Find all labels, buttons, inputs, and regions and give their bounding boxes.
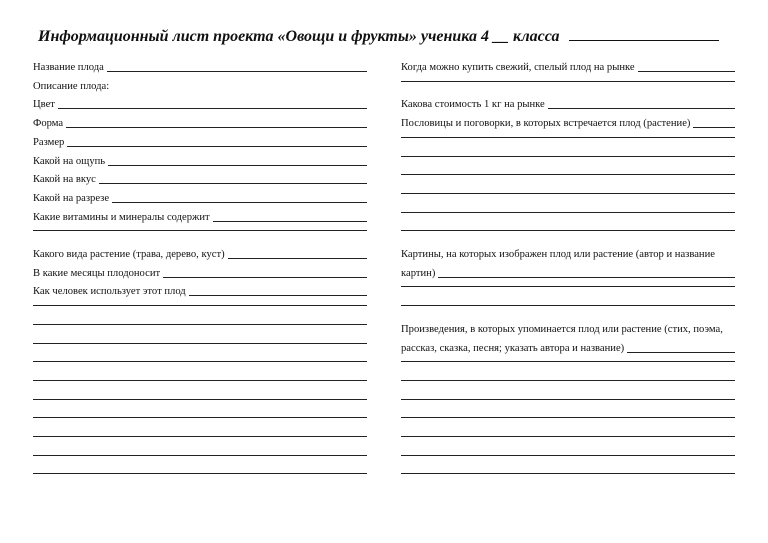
field-label: Название плода [33, 62, 104, 73]
left-form-row [33, 305, 367, 308]
field-label: рассказ, сказка, песня; указать автора и название) [401, 342, 625, 354]
right-form-row [401, 62, 735, 74]
right-form-row [401, 99, 735, 111]
answer-line[interactable] [401, 230, 735, 231]
left-form-row [33, 455, 367, 458]
answer-line[interactable] [401, 380, 735, 381]
right-form-row [401, 156, 735, 159]
field-label: В какие месяцы плодоносит [33, 267, 161, 279]
left-form-row [33, 473, 367, 476]
answer-line[interactable] [33, 473, 367, 474]
left-form-row [33, 268, 367, 280]
answer-line[interactable] [401, 436, 735, 437]
answer-line[interactable] [228, 258, 367, 259]
answer-line[interactable] [401, 193, 735, 194]
left-form-row [33, 118, 367, 130]
field-label: Какова стоимость 1 кг на рынке [401, 99, 545, 111]
left-form-row [33, 361, 367, 364]
field-label: Когда можно купить свежий, спелый плод на рынке [401, 62, 635, 73]
answer-line[interactable] [67, 146, 367, 147]
field-label: Картины, на которых изображен плод или растение (автор и название [401, 249, 715, 260]
left-form-row [33, 99, 367, 111]
answer-line[interactable] [401, 81, 735, 82]
left-form-row [33, 324, 367, 327]
right-form-row [401, 193, 735, 196]
answer-line[interactable] [693, 127, 735, 128]
right-form-row [401, 249, 735, 261]
left-form-row [33, 230, 367, 233]
left-form-row [33, 193, 367, 205]
answer-line[interactable] [548, 108, 735, 109]
answer-line[interactable] [638, 71, 735, 72]
answer-line[interactable] [112, 202, 367, 203]
right-form-row [401, 212, 735, 215]
answer-line[interactable] [438, 277, 735, 278]
answer-line[interactable] [33, 455, 367, 456]
left-form-row [33, 417, 367, 420]
answer-line[interactable] [401, 212, 735, 213]
right-form-row [401, 417, 735, 420]
field-label: Форма [33, 118, 64, 130]
answer-line[interactable] [163, 277, 367, 278]
right-column [401, 0, 737, 543]
answer-line[interactable] [401, 455, 735, 456]
right-form-row [401, 455, 735, 458]
answer-line[interactable] [33, 399, 367, 400]
answer-line[interactable] [33, 343, 367, 344]
answer-line[interactable] [107, 71, 367, 72]
right-form-row [401, 399, 735, 402]
answer-line[interactable] [401, 473, 735, 474]
right-form-row [401, 268, 735, 280]
right-form-row [401, 81, 735, 84]
answer-line[interactable] [108, 165, 367, 166]
right-form-row [401, 118, 735, 130]
right-form-row [401, 324, 735, 336]
left-form-row [33, 399, 367, 402]
left-form-row [33, 137, 367, 149]
field-label: Как человек использует этот плод [33, 286, 186, 298]
answer-line[interactable] [401, 361, 735, 362]
answer-line[interactable] [33, 380, 367, 381]
field-label: Какие витамины и минералы содержит [33, 211, 210, 223]
answer-line[interactable] [189, 295, 367, 296]
left-form-row [33, 380, 367, 383]
left-column [33, 0, 369, 543]
field-label: Какой на вкус [33, 174, 96, 186]
field-label: Произведения, в которых упоминается плод или растение (стих, поэма, [401, 323, 723, 335]
right-form-row [401, 343, 735, 355]
answer-line[interactable] [213, 221, 367, 222]
right-form-row [401, 305, 735, 308]
field-label: Пословицы и поговорки, в которых встречается плод (растение) [401, 118, 691, 130]
left-form-row [33, 436, 367, 439]
field-label: Описание плода: [33, 80, 110, 92]
answer-line[interactable] [33, 417, 367, 418]
answer-line[interactable] [66, 127, 367, 128]
field-label: картин) [401, 267, 436, 279]
answer-line[interactable] [401, 174, 735, 175]
answer-line[interactable] [401, 137, 735, 138]
answer-line[interactable] [33, 230, 367, 231]
left-form-row [33, 156, 367, 168]
right-form-row [401, 473, 735, 476]
field-label: Какой на ощупь [33, 155, 106, 167]
right-form-row [401, 174, 735, 177]
left-form-row [33, 81, 367, 93]
left-form-row [33, 174, 367, 186]
answer-line[interactable] [401, 399, 735, 400]
answer-line[interactable] [627, 352, 735, 353]
answer-line[interactable] [58, 108, 367, 109]
right-form-row [401, 230, 735, 233]
field-label: Размер [33, 136, 65, 148]
right-form-row [401, 361, 735, 364]
left-form-row [33, 286, 367, 298]
left-form-row [33, 62, 367, 74]
answer-line[interactable] [33, 305, 367, 306]
left-form-row [33, 249, 367, 261]
answer-line[interactable] [401, 286, 735, 287]
field-label: Какой на разрезе [33, 192, 110, 204]
answer-line[interactable] [33, 436, 367, 437]
right-form-row [401, 436, 735, 439]
answer-line[interactable] [401, 305, 735, 306]
left-form-row [33, 212, 367, 224]
right-form-row [401, 380, 735, 383]
right-form-row [401, 286, 735, 289]
answer-line[interactable] [401, 417, 735, 418]
field-label: Цвет [33, 99, 55, 111]
answer-line[interactable] [99, 183, 367, 184]
answer-line[interactable] [33, 361, 367, 362]
answer-line[interactable] [401, 156, 735, 157]
field-label: Какого вида растение (трава, дерево, куст) [33, 249, 225, 260]
left-form-row [33, 343, 367, 346]
right-form-row [401, 137, 735, 140]
page-title-text: Информационный лист проекта «Овощи и фрукты» ученика 4 __ класса [38, 28, 560, 45]
answer-line[interactable] [33, 324, 367, 325]
